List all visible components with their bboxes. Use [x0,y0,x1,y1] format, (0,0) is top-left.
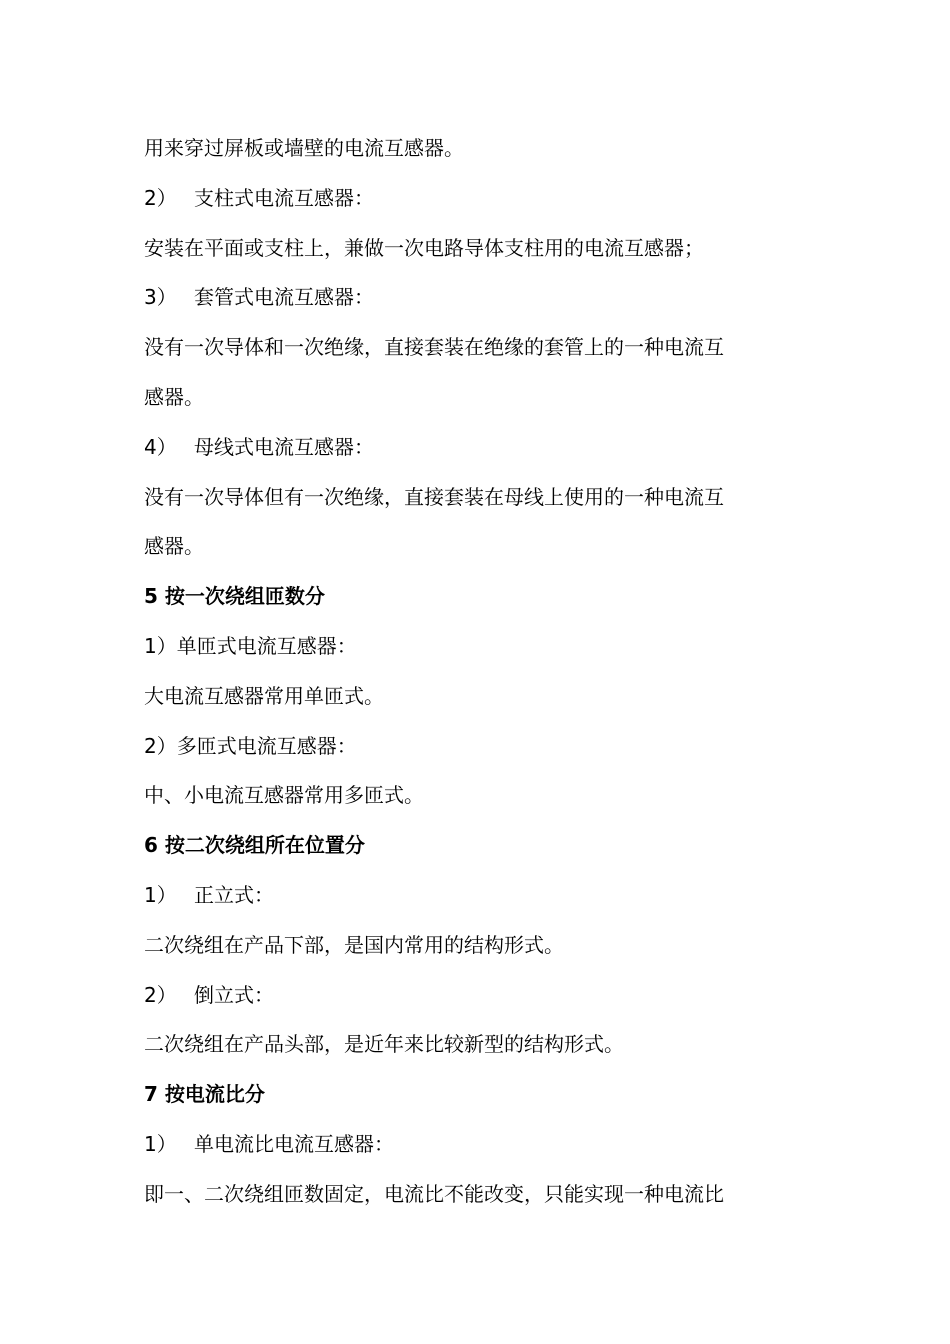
paragraph-line: 没有一次导体但有一次绝缘，直接套装在母线上使用的一种电流互 [144,484,724,509]
list-item-text: 倒立式： [194,982,274,1007]
paragraph-line: 2）多匝式电流互感器： [144,733,357,758]
paragraph-line: 大电流互感器常用单匝式。 [144,683,384,708]
list-item-text: 支柱式电流互感器： [194,185,374,210]
paragraph-line: 没有一次导体和一次绝缘，直接套装在绝缘的套管上的一种电流互 [144,335,724,360]
list-item [144,1120,814,1170]
paragraph-line: 安装在平面或支柱上，兼做一次电路导体支柱用的电流互感器； [144,235,704,260]
paragraph-line: 二次绕组在产品头部，是近年来比较新型的结构形式。 [144,1032,624,1057]
list-item-text: 套管式电流互感器： [194,285,374,310]
list-item [144,971,814,1021]
list-item-number: 2） [144,185,177,210]
section-heading: 5 按一次绕组匝数分 [144,584,325,609]
paragraph-line: 二次绕组在产品下部，是国内常用的结构形式。 [144,932,564,957]
document-page [144,124,814,1220]
list-item [144,871,814,921]
list-item-text: 单电流比电流互感器： [194,1131,394,1156]
list-item-number: 4） [144,434,177,459]
paragraph-line: 感器。 [144,384,204,409]
paragraph-line: 感器。 [144,534,204,559]
list-item-text: 母线式电流互感器： [194,434,374,459]
paragraph-line: 即一、二次绕组匝数固定，电流比不能改变，只能实现一种电流比 [144,1181,724,1206]
list-item [144,174,814,224]
section-heading: 7 按电流比分 [144,1082,265,1107]
list-item-number: 3） [144,285,177,310]
list-item [144,273,814,323]
list-item [144,423,814,473]
section-heading: 6 按二次绕组所在位置分 [144,833,365,858]
paragraph-line: 中、小电流互感器常用多匝式。 [144,783,424,808]
list-item-number: 2） [144,982,177,1007]
list-item-number: 1） [144,1131,177,1156]
list-item-text: 正立式： [194,882,274,907]
list-item-number: 1） [144,882,177,907]
paragraph-line: 1）单匝式电流互感器： [144,633,357,658]
paragraph-line: 用来穿过屏板或墙壁的电流互感器。 [144,136,464,160]
